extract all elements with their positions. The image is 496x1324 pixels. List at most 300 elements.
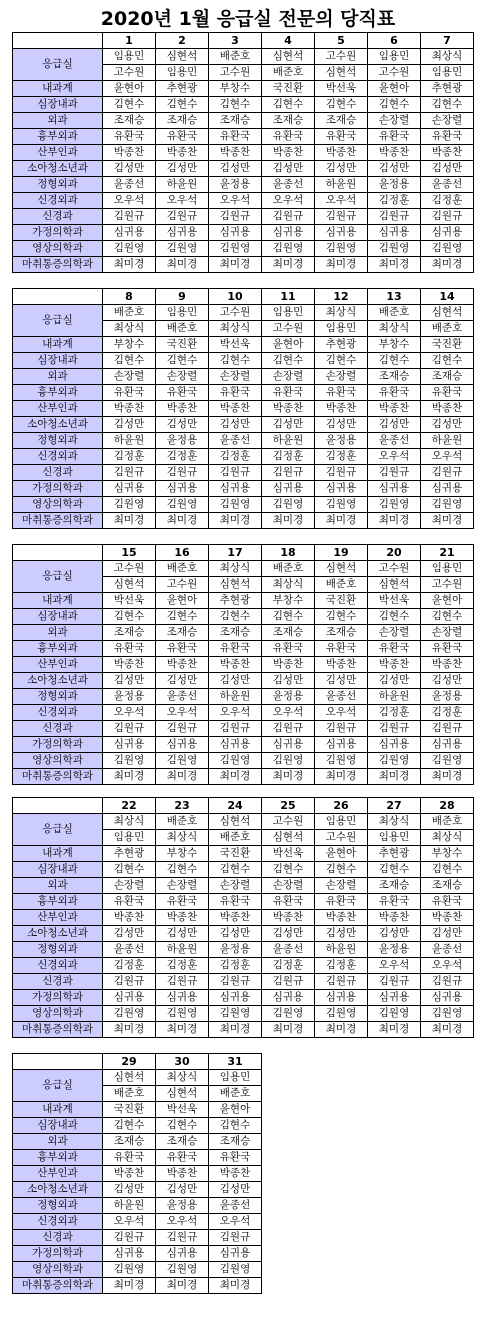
doctor-name: 박종찬	[262, 910, 315, 926]
doctor-name: 오우석	[103, 705, 156, 721]
doctor-name: 국진환	[103, 1102, 156, 1118]
department-label: 영상의학과	[13, 1006, 103, 1022]
table-row	[13, 401, 474, 417]
doctor-name: 최상식	[156, 830, 209, 846]
doctor-name: 심귀용	[156, 481, 209, 497]
doctor-name: 윤종선	[209, 433, 262, 449]
doctor-name: 박종찬	[368, 145, 421, 161]
doctor-name: 김현수	[103, 1118, 156, 1134]
doctor-name: 최미경	[421, 513, 474, 529]
doctor-name: 최미경	[262, 513, 315, 529]
department-label: 신경과	[13, 721, 103, 737]
doctor-name: 김원규	[421, 465, 474, 481]
doctor-name: 김원규	[262, 465, 315, 481]
doctor-name: 김현수	[421, 609, 474, 625]
doctor-name: 심현석	[103, 1070, 156, 1086]
doctor-name: 최미경	[156, 257, 209, 273]
doctor-name: 국진환	[421, 337, 474, 353]
doctor-name: 최미경	[103, 769, 156, 785]
day-number: 24	[209, 798, 262, 814]
doctor-name: 하윤원	[103, 1198, 156, 1214]
doctor-name: 김원영	[103, 1006, 156, 1022]
doctor-name: 김현수	[421, 862, 474, 878]
doctor-name: 김원영	[156, 1262, 209, 1278]
doctor-name: 손장렬	[315, 369, 368, 385]
day-number: 14	[421, 289, 474, 305]
doctor-name: 김원규	[156, 721, 209, 737]
doctor-name: 조재승	[103, 625, 156, 641]
day-number: 25	[262, 798, 315, 814]
doctor-name: 심귀용	[368, 737, 421, 753]
doctor-name: 김현수	[156, 862, 209, 878]
doctor-name: 심귀용	[262, 737, 315, 753]
doctor-name: 유환국	[262, 641, 315, 657]
doctor-name: 박종찬	[315, 401, 368, 417]
department-label: 외과	[13, 1134, 103, 1150]
doctor-name: 김원규	[209, 465, 262, 481]
doctor-name: 최상식	[421, 49, 474, 65]
doctor-name: 윤종선	[156, 689, 209, 705]
doctor-name: 김성만	[156, 161, 209, 177]
doctor-name: 유환국	[315, 641, 368, 657]
table-row	[13, 49, 474, 65]
doctor-name: 부창수	[421, 846, 474, 862]
table-row	[13, 113, 474, 129]
doctor-name: 김원영	[209, 753, 262, 769]
doctor-name: 김원영	[262, 241, 315, 257]
doctor-name: 심현석	[421, 305, 474, 321]
doctor-name: 유환국	[315, 129, 368, 145]
table-row	[13, 1262, 262, 1278]
doctor-name: 김성만	[156, 1182, 209, 1198]
doctor-name: 윤정용	[209, 177, 262, 193]
doctor-name: 김성만	[209, 417, 262, 433]
doctor-name: 오우석	[156, 705, 209, 721]
doctor-name: 오우석	[368, 449, 421, 465]
doctor-name: 배준호	[209, 49, 262, 65]
doctor-name: 오우석	[209, 193, 262, 209]
day-number: 26	[315, 798, 368, 814]
doctor-name: 배준호	[262, 65, 315, 81]
table-row	[13, 337, 474, 353]
doctor-name: 하윤원	[209, 689, 262, 705]
doctor-name: 배준호	[209, 830, 262, 846]
doctor-name: 조재승	[368, 878, 421, 894]
doctor-name: 김현수	[315, 609, 368, 625]
doctor-name: 최미경	[368, 257, 421, 273]
doctor-name: 김원영	[209, 1262, 262, 1278]
doctor-name: 추현광	[103, 846, 156, 862]
doctor-name: 심귀용	[421, 990, 474, 1006]
doctor-name: 국진환	[315, 593, 368, 609]
doctor-name: 김원규	[421, 721, 474, 737]
schedule-week-table	[12, 1053, 262, 1294]
doctor-name: 유환국	[315, 894, 368, 910]
doctor-name: 김성만	[156, 673, 209, 689]
doctor-name: 유환국	[156, 894, 209, 910]
doctor-name: 고수원	[103, 561, 156, 577]
doctor-name: 김현수	[156, 1118, 209, 1134]
doctor-name: 윤종선	[262, 942, 315, 958]
table-row	[13, 657, 474, 673]
doctor-name: 김정훈	[315, 449, 368, 465]
table-row	[13, 894, 474, 910]
doctor-name: 김원영	[209, 1006, 262, 1022]
doctor-name: 부창수	[262, 593, 315, 609]
doctor-name: 김성만	[368, 926, 421, 942]
doctor-name: 손장렬	[421, 113, 474, 129]
doctor-name: 김성만	[315, 673, 368, 689]
doctor-name: 조재승	[103, 1134, 156, 1150]
table-row	[13, 145, 474, 161]
doctor-name: 윤현아	[262, 337, 315, 353]
doctor-name: 윤정용	[262, 689, 315, 705]
table-row	[13, 958, 474, 974]
doctor-name: 김원영	[421, 241, 474, 257]
doctor-name: 박종찬	[421, 657, 474, 673]
doctor-name: 김원영	[368, 753, 421, 769]
doctor-name: 김성만	[315, 417, 368, 433]
department-label: 마취통증의학과	[13, 1022, 103, 1038]
doctor-name: 김원규	[368, 721, 421, 737]
doctor-name: 김원영	[315, 753, 368, 769]
doctor-name: 김정훈	[315, 958, 368, 974]
doctor-name: 박종찬	[368, 910, 421, 926]
doctor-name: 최미경	[262, 769, 315, 785]
doctor-name: 김원영	[103, 241, 156, 257]
doctor-name: 임용민	[421, 561, 474, 577]
doctor-name: 윤현아	[368, 81, 421, 97]
doctor-name: 심현석	[103, 577, 156, 593]
doctor-name: 유환국	[156, 385, 209, 401]
department-label: 내과계	[13, 1102, 103, 1118]
doctor-name: 추현광	[209, 593, 262, 609]
day-header-row	[13, 545, 474, 561]
doctor-name: 김현수	[262, 609, 315, 625]
table-row	[13, 609, 474, 625]
doctor-name: 오우석	[103, 1214, 156, 1230]
doctor-name: 조재승	[368, 369, 421, 385]
department-label: 마취통증의학과	[13, 1278, 103, 1294]
doctor-name: 김현수	[421, 353, 474, 369]
doctor-name: 유환국	[209, 385, 262, 401]
doctor-name: 임용민	[315, 321, 368, 337]
doctor-name: 하윤원	[262, 433, 315, 449]
doctor-name: 김원영	[209, 241, 262, 257]
doctor-name: 윤정용	[156, 1198, 209, 1214]
doctor-name: 김원규	[315, 721, 368, 737]
doctor-name: 김원규	[368, 465, 421, 481]
doctor-name: 김현수	[103, 353, 156, 369]
doctor-name: 박종찬	[156, 401, 209, 417]
table-row	[13, 673, 474, 689]
doctor-name: 심귀용	[103, 990, 156, 1006]
doctor-name: 윤종선	[103, 177, 156, 193]
doctor-name: 김현수	[262, 97, 315, 113]
doctor-name: 윤종선	[368, 433, 421, 449]
doctor-name: 김현수	[262, 862, 315, 878]
doctor-name: 조재승	[421, 369, 474, 385]
doctor-name: 심귀용	[103, 225, 156, 241]
doctor-name: 하윤원	[368, 689, 421, 705]
doctor-name: 임용민	[262, 305, 315, 321]
doctor-name: 최미경	[368, 1022, 421, 1038]
doctor-name: 하윤원	[421, 433, 474, 449]
doctor-name: 윤현아	[315, 846, 368, 862]
day-number: 19	[315, 545, 368, 561]
doctor-name: 김정훈	[156, 449, 209, 465]
department-label: 마취통증의학과	[13, 257, 103, 273]
day-number: 11	[262, 289, 315, 305]
department-label: 신경외과	[13, 193, 103, 209]
doctor-name: 배준호	[156, 561, 209, 577]
page-title: 2020년 1월 응급실 전문의 당직표	[100, 8, 396, 30]
day-number: 12	[315, 289, 368, 305]
department-label: 정형외과	[13, 689, 103, 705]
doctor-name: 김성만	[368, 673, 421, 689]
doctor-name: 김현수	[209, 97, 262, 113]
doctor-name: 심귀용	[209, 481, 262, 497]
department-label: 신경외과	[13, 705, 103, 721]
doctor-name: 김현수	[103, 609, 156, 625]
doctor-name: 김성만	[315, 926, 368, 942]
doctor-name: 추현광	[156, 81, 209, 97]
day-number: 18	[262, 545, 315, 561]
doctor-name: 최미경	[209, 1022, 262, 1038]
table-row	[13, 1022, 474, 1038]
department-label: 흉부외과	[13, 1150, 103, 1166]
doctor-name: 고수원	[368, 561, 421, 577]
doctor-name: 최미경	[262, 257, 315, 273]
table-row	[13, 1134, 262, 1150]
doctor-name: 김정훈	[156, 958, 209, 974]
doctor-name: 하윤원	[156, 942, 209, 958]
doctor-name: 윤현아	[209, 1102, 262, 1118]
doctor-name: 김원규	[262, 209, 315, 225]
day-number: 16	[156, 545, 209, 561]
doctor-name: 조재승	[209, 113, 262, 129]
doctor-name: 최미경	[421, 1022, 474, 1038]
table-row	[13, 177, 474, 193]
doctor-name: 부창수	[156, 846, 209, 862]
doctor-name: 박종찬	[209, 910, 262, 926]
doctor-name: 윤정용	[209, 942, 262, 958]
doctor-name: 최상식	[368, 321, 421, 337]
doctor-name: 김원규	[103, 209, 156, 225]
day-number: 21	[421, 545, 474, 561]
department-label: 마취통증의학과	[13, 513, 103, 529]
department-label: 소아청소년과	[13, 1182, 103, 1198]
doctor-name: 오우석	[315, 193, 368, 209]
doctor-name: 손장렬	[368, 625, 421, 641]
doctor-name: 고수원	[103, 65, 156, 81]
doctor-name: 손장렬	[368, 113, 421, 129]
doctor-name: 윤정용	[421, 689, 474, 705]
doctor-name: 심귀용	[156, 225, 209, 241]
doctor-name: 김원영	[156, 1006, 209, 1022]
table-row	[13, 257, 474, 273]
doctor-name: 김원영	[315, 497, 368, 513]
doctor-name: 박종찬	[209, 401, 262, 417]
doctor-name: 오우석	[209, 705, 262, 721]
doctor-name: 박종찬	[156, 145, 209, 161]
doctor-name: 심귀용	[209, 1246, 262, 1262]
doctor-name: 최미경	[209, 513, 262, 529]
doctor-name: 조재승	[262, 113, 315, 129]
doctor-name: 심귀용	[421, 737, 474, 753]
table-row	[13, 417, 474, 433]
doctor-name: 오우석	[156, 1214, 209, 1230]
department-label: 정형외과	[13, 942, 103, 958]
doctor-name: 김성만	[103, 926, 156, 942]
doctor-name: 심귀용	[315, 990, 368, 1006]
table-row	[13, 1118, 262, 1134]
doctor-name: 손장렬	[209, 878, 262, 894]
doctor-name: 고수원	[368, 65, 421, 81]
department-label: 소아청소년과	[13, 673, 103, 689]
doctor-name: 부창수	[103, 337, 156, 353]
doctor-name: 박종찬	[156, 657, 209, 673]
doctor-name: 조재승	[156, 113, 209, 129]
header-corner	[13, 289, 103, 305]
doctor-name: 박종찬	[368, 401, 421, 417]
doctor-name: 최미경	[368, 769, 421, 785]
table-row	[13, 862, 474, 878]
doctor-name: 윤현아	[103, 81, 156, 97]
department-label: 심장내과	[13, 1118, 103, 1134]
doctor-name: 유환국	[421, 129, 474, 145]
table-row	[13, 1070, 262, 1086]
doctor-name: 김원영	[262, 753, 315, 769]
doctor-name: 최상식	[209, 321, 262, 337]
doctor-name: 유환국	[421, 385, 474, 401]
department-label: 외과	[13, 878, 103, 894]
doctor-name: 김성만	[368, 417, 421, 433]
doctor-name: 김원영	[262, 497, 315, 513]
table-row	[13, 1166, 262, 1182]
doctor-name: 국진환	[209, 846, 262, 862]
doctor-name: 최상식	[209, 561, 262, 577]
doctor-name: 오우석	[315, 705, 368, 721]
department-label: 소아청소년과	[13, 161, 103, 177]
doctor-name: 손장렬	[103, 369, 156, 385]
doctor-name: 김성만	[421, 161, 474, 177]
schedule-week-table	[12, 797, 474, 1038]
doctor-name: 김원영	[103, 497, 156, 513]
doctor-name: 최미경	[262, 1022, 315, 1038]
table-row	[13, 593, 474, 609]
doctor-name: 윤종선	[103, 942, 156, 958]
table-row	[13, 225, 474, 241]
department-label: 응급실	[13, 1070, 103, 1102]
doctor-name: 하윤원	[315, 177, 368, 193]
doctor-name: 유환국	[209, 1150, 262, 1166]
doctor-name: 박종찬	[103, 1166, 156, 1182]
table-row	[13, 449, 474, 465]
department-label: 가정의학과	[13, 225, 103, 241]
doctor-name: 윤종선	[421, 177, 474, 193]
department-label: 정형외과	[13, 1198, 103, 1214]
doctor-name: 최미경	[103, 257, 156, 273]
doctor-name: 심귀용	[368, 481, 421, 497]
doctor-name: 박종찬	[315, 910, 368, 926]
doctor-name: 유환국	[156, 641, 209, 657]
doctor-name: 김현수	[315, 97, 368, 113]
doctor-name: 하윤원	[315, 942, 368, 958]
day-number: 27	[368, 798, 421, 814]
department-label: 산부인과	[13, 910, 103, 926]
doctor-name: 박종찬	[209, 145, 262, 161]
doctor-name: 박종찬	[103, 657, 156, 673]
day-number: 9	[156, 289, 209, 305]
doctor-name: 유환국	[262, 894, 315, 910]
day-number: 13	[368, 289, 421, 305]
doctor-name: 최미경	[103, 1278, 156, 1294]
day-number: 5	[315, 33, 368, 49]
doctor-name: 임용민	[421, 65, 474, 81]
doctor-name: 배준호	[368, 305, 421, 321]
doctor-name: 윤정용	[315, 433, 368, 449]
doctor-name: 김원영	[103, 753, 156, 769]
table-row	[13, 561, 474, 577]
department-label: 산부인과	[13, 1166, 103, 1182]
doctor-name: 김원규	[156, 1230, 209, 1246]
doctor-name: 심귀용	[209, 225, 262, 241]
doctor-name: 박종찬	[209, 657, 262, 673]
doctor-name: 박선욱	[262, 846, 315, 862]
department-label: 내과계	[13, 337, 103, 353]
doctor-name: 손장렬	[262, 369, 315, 385]
doctor-name: 김원규	[315, 974, 368, 990]
doctor-name: 심현석	[368, 577, 421, 593]
doctor-name: 심귀용	[262, 481, 315, 497]
day-number: 7	[421, 33, 474, 49]
day-number: 28	[421, 798, 474, 814]
doctor-name: 유환국	[156, 1150, 209, 1166]
doctor-name: 박종찬	[156, 910, 209, 926]
doctor-name: 유환국	[262, 385, 315, 401]
doctor-name: 김현수	[156, 97, 209, 113]
doctor-name: 유환국	[421, 894, 474, 910]
doctor-name: 김성만	[103, 673, 156, 689]
doctor-name: 김정훈	[209, 958, 262, 974]
doctor-name: 김정훈	[262, 449, 315, 465]
department-label: 외과	[13, 369, 103, 385]
department-label: 소아청소년과	[13, 926, 103, 942]
doctor-name: 손장렬	[209, 369, 262, 385]
table-row	[13, 1102, 262, 1118]
doctor-name: 윤종선	[262, 177, 315, 193]
day-number: 22	[103, 798, 156, 814]
doctor-name: 손장렬	[156, 878, 209, 894]
doctor-name: 최미경	[103, 1022, 156, 1038]
department-label: 흉부외과	[13, 129, 103, 145]
doctor-name: 배준호	[421, 321, 474, 337]
doctor-name: 김원규	[315, 465, 368, 481]
doctor-name: 고수원	[421, 577, 474, 593]
doctor-name: 심현석	[262, 49, 315, 65]
table-row	[13, 1182, 262, 1198]
department-label: 응급실	[13, 305, 103, 337]
doctor-name: 김원영	[262, 1006, 315, 1022]
day-number: 3	[209, 33, 262, 49]
header-corner	[13, 545, 103, 561]
table-row	[13, 689, 474, 705]
schedule-week-table	[12, 32, 474, 273]
doctor-name: 최미경	[421, 257, 474, 273]
table-row	[13, 878, 474, 894]
doctor-name: 김현수	[209, 609, 262, 625]
